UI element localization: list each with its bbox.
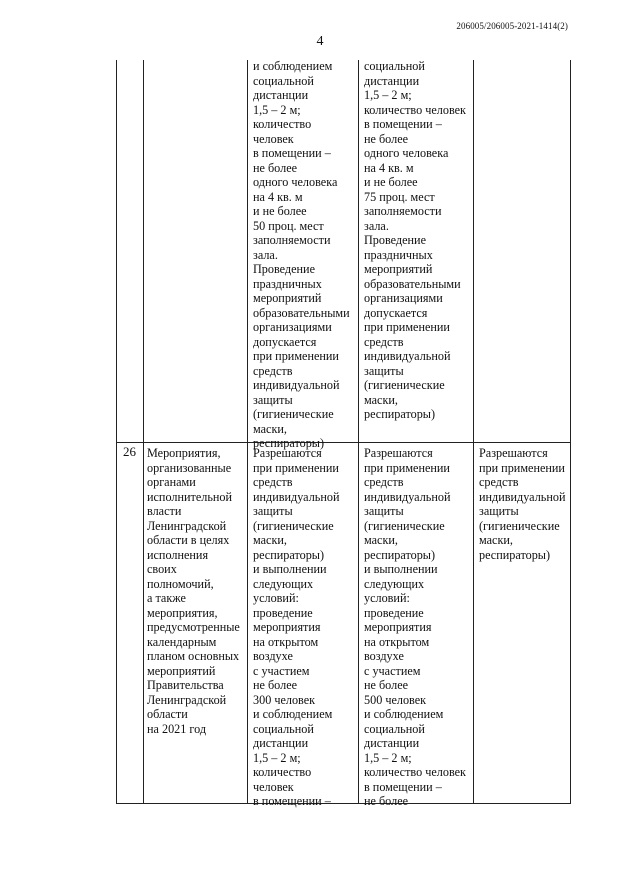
column-divider <box>358 60 359 803</box>
row-26-event-description: Мероприятия, организованные органами исполнительной власти Ленинградской области в целях исполнения своих полномочий, а также мероприятия, предусмотренные календарным планом основных мероприятий Правительства Ленинградской области на 2021 год <box>147 446 240 736</box>
row-number: 26 <box>123 444 136 459</box>
row-continued-col3: и соблюдением социальной дистанции 1,5 – 2 м; количество человек в помещении – не более одного человека на 4 кв. м и не более 50 проц. мест заполняемости зала. Проведение праздничных мероприятий образовательными организациями допускается при применении средств индивидуальной защиты (гигиенические маски, респираторы) <box>253 59 350 450</box>
row-26-col5-conditions: Разрешаются при применении средств индивидуальной защиты (гигиенические маски, респираторы) <box>479 446 566 562</box>
row-26-col4-conditions: Разрешаются при применении средств индивидуальной защиты (гигиенические маски, респираторы) и выполнении следующих условий: проведение мероприятия на открытом воздухе с участием не более 500 человек и соблюдением социальной дистанции 1,5 – 2 м; количество человек в помещении – не более <box>364 446 466 808</box>
column-divider <box>473 60 474 803</box>
regulation-table <box>116 59 571 808</box>
column-divider <box>143 60 144 803</box>
page-number: 4 <box>316 34 324 49</box>
row-continued-col4: социальной дистанции 1,5 – 2 м; количество человек в помещении – не более одного человека на 4 кв. м и не более 75 проц. мест заполняемости зала. Проведение праздничных мероприятий образовательными организациями допускается при применении средств индивидуальной защиты (гигиенические маски, респираторы) <box>364 59 466 421</box>
row-26-col3-conditions: Разрешаются при применении средств индивидуальной защиты (гигиенические маски, респираторы) и выполнении следующих условий: проведение мероприятия на открытом воздухе с участием не более 300 человек и соблюдением социальной дистанции 1,5 – 2 м; количество человек в помещении – <box>253 446 340 808</box>
column-divider <box>247 60 248 803</box>
document-id: 206005/206005-2021-1414(2) <box>456 21 568 31</box>
